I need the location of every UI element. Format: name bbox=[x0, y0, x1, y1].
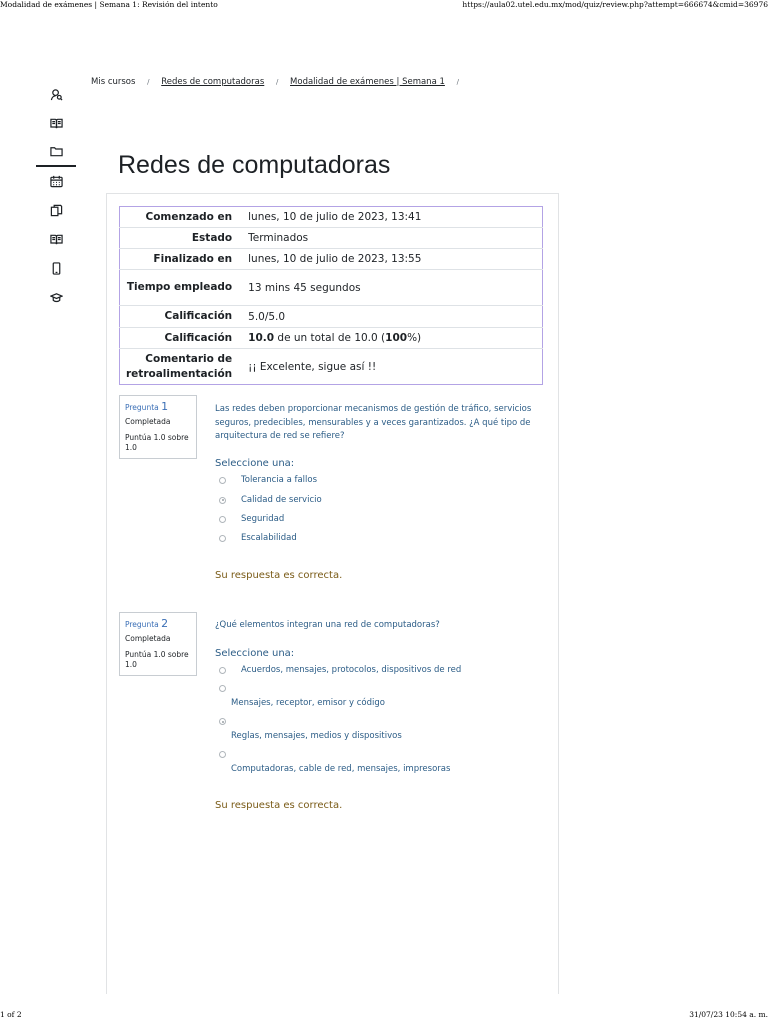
summary-row bbox=[120, 249, 543, 270]
breadcrumb-item-course[interactable]: Redes de computadoras bbox=[161, 77, 265, 87]
option-label: Acuerdos, mensajes, protocolos, dispositivos de red bbox=[241, 665, 462, 675]
option-label: Escalabilidad bbox=[241, 533, 297, 543]
breadcrumb-separator: / bbox=[147, 78, 150, 86]
sidebar-item-mobile[interactable] bbox=[36, 254, 76, 283]
question-label: Pregunta bbox=[125, 620, 159, 629]
book-icon bbox=[50, 117, 63, 130]
select-label: Seleccione una: bbox=[215, 458, 295, 469]
answer-option-radio[interactable] bbox=[219, 718, 226, 725]
question-status: Completada bbox=[125, 634, 171, 643]
summary-key: Finalizado en bbox=[120, 249, 242, 270]
summary-value: Terminados bbox=[241, 228, 542, 249]
radio-button[interactable] bbox=[219, 667, 226, 674]
question-status: Completada bbox=[125, 417, 171, 426]
answer-option-radio[interactable] bbox=[219, 685, 226, 692]
answer-option[interactable] bbox=[219, 495, 322, 505]
sidebar-item-calendar[interactable] bbox=[36, 167, 76, 196]
sidebar-item-grades[interactable] bbox=[36, 283, 76, 312]
breadcrumb-item-my-courses[interactable]: Mis cursos bbox=[91, 77, 136, 87]
option-label: Computadoras, cable de red, mensajes, impresoras bbox=[231, 764, 451, 774]
summary-row bbox=[120, 270, 543, 306]
option-label: Seguridad bbox=[241, 514, 285, 524]
question-num: 2 bbox=[161, 617, 169, 630]
summary-row bbox=[120, 328, 543, 349]
question-grade: Puntúa 1.0 sobre 1.0 bbox=[125, 433, 189, 452]
summary-row bbox=[120, 207, 543, 228]
grade-end: %) bbox=[407, 332, 422, 344]
option-label: Mensajes, receptor, emisor y código bbox=[231, 698, 385, 708]
mobile-icon bbox=[50, 262, 63, 275]
answer-feedback: Su respuesta es correcta. bbox=[215, 800, 343, 811]
calendar-icon bbox=[50, 175, 63, 188]
select-label: Seleccione una: bbox=[215, 648, 295, 659]
summary-key: Calificación bbox=[120, 306, 242, 328]
question-info-box bbox=[119, 395, 197, 459]
option-label: Calidad de servicio bbox=[241, 495, 322, 505]
question-info-box bbox=[119, 612, 197, 676]
radio-button[interactable] bbox=[219, 516, 226, 523]
answer-option[interactable] bbox=[219, 665, 461, 675]
print-datetime: 31/07/23 10:54 a. m. bbox=[689, 1010, 768, 1019]
answer-option[interactable] bbox=[219, 514, 284, 524]
summary-row bbox=[120, 349, 543, 385]
sidebar-item-resources[interactable] bbox=[36, 196, 76, 225]
radio-button-selected[interactable] bbox=[219, 497, 226, 504]
book-icon bbox=[50, 233, 63, 246]
folder-icon bbox=[50, 145, 63, 158]
radio-button[interactable] bbox=[219, 477, 226, 484]
print-url: https://aula02.utel.edu.mx/mod/quiz/review.php?attempt=666674&cmid=36976 bbox=[462, 0, 768, 9]
question-number bbox=[125, 400, 192, 413]
copy-icon bbox=[50, 204, 63, 217]
question-grade: Puntúa 1.0 sobre 1.0 bbox=[125, 650, 189, 669]
summary-row bbox=[120, 228, 543, 249]
answer-option[interactable] bbox=[219, 533, 297, 543]
print-page-title: Modalidad de exámenes | Semana 1: Revisión del intento bbox=[0, 0, 218, 9]
summary-value: 5.0/5.0 bbox=[241, 306, 542, 328]
answer-option[interactable] bbox=[219, 475, 317, 485]
summary-value: 13 mins 45 segundos bbox=[241, 270, 542, 306]
question-text: Las redes deben proporcionar mecanismos de gestión de tráfico, servicios seguros, predecibles, mensurables y a veces garantizados. ¿A qué tipo de arquitectura de red se refiere? bbox=[215, 404, 532, 441]
summary-value: lunes, 10 de julio de 2023, 13:55 bbox=[241, 249, 542, 270]
grade-percent: 100 bbox=[385, 332, 408, 344]
print-page-number: 1 of 2 bbox=[0, 1010, 22, 1019]
summary-key: Estado bbox=[120, 228, 242, 249]
question-num: 1 bbox=[161, 400, 169, 413]
grade-bold: 10.0 bbox=[248, 332, 275, 344]
question-label: Pregunta bbox=[125, 403, 159, 412]
radio-button-selected[interactable] bbox=[219, 718, 226, 725]
sidebar-item-library[interactable] bbox=[36, 225, 76, 254]
question-number bbox=[125, 617, 192, 630]
sidebar-item-participants[interactable] bbox=[36, 80, 76, 109]
course-index-sidebar bbox=[36, 80, 76, 312]
option-label: Reglas, mensajes, medios y dispositivos bbox=[231, 731, 402, 741]
summary-key: Tiempo empleado bbox=[120, 270, 242, 306]
breadcrumb-separator: / bbox=[456, 78, 459, 86]
option-label: Tolerancia a fallos bbox=[241, 475, 318, 485]
grade-mid: de un total de 10.0 ( bbox=[274, 332, 386, 344]
summary-key: Comenzado en bbox=[145, 210, 233, 223]
page-title: Redes de computadoras bbox=[118, 150, 391, 179]
answer-option-radio[interactable] bbox=[219, 751, 226, 758]
sidebar-item-course[interactable] bbox=[36, 109, 76, 138]
radio-button[interactable] bbox=[219, 685, 226, 692]
radio-button[interactable] bbox=[219, 535, 226, 542]
print-footer bbox=[0, 1010, 768, 1024]
breadcrumb-item-quiz[interactable]: Modalidad de exámenes | Semana 1 bbox=[290, 77, 445, 87]
summary-value bbox=[241, 328, 542, 349]
answer-feedback: Su respuesta es correcta. bbox=[215, 570, 343, 581]
breadcrumb-separator: / bbox=[275, 78, 279, 86]
print-header bbox=[0, 0, 768, 12]
radio-button[interactable] bbox=[219, 751, 226, 758]
summary-value: ¡¡ Excelente, sigue así !! bbox=[241, 349, 542, 385]
graduation-cap-icon bbox=[50, 291, 63, 304]
summary-value: lunes, 10 de julio de 2023, 13:41 bbox=[248, 211, 422, 223]
breadcrumb bbox=[91, 77, 468, 87]
question-text: ¿Qué elementos integran una red de computadoras? bbox=[215, 620, 440, 630]
attempt-summary-table bbox=[119, 206, 543, 385]
summary-row bbox=[120, 306, 543, 328]
user-search-icon bbox=[50, 88, 63, 101]
sidebar-item-files[interactable] bbox=[36, 138, 76, 167]
summary-key: Calificación bbox=[120, 328, 242, 349]
summary-key: Comentario de retroalimentación bbox=[120, 349, 242, 385]
